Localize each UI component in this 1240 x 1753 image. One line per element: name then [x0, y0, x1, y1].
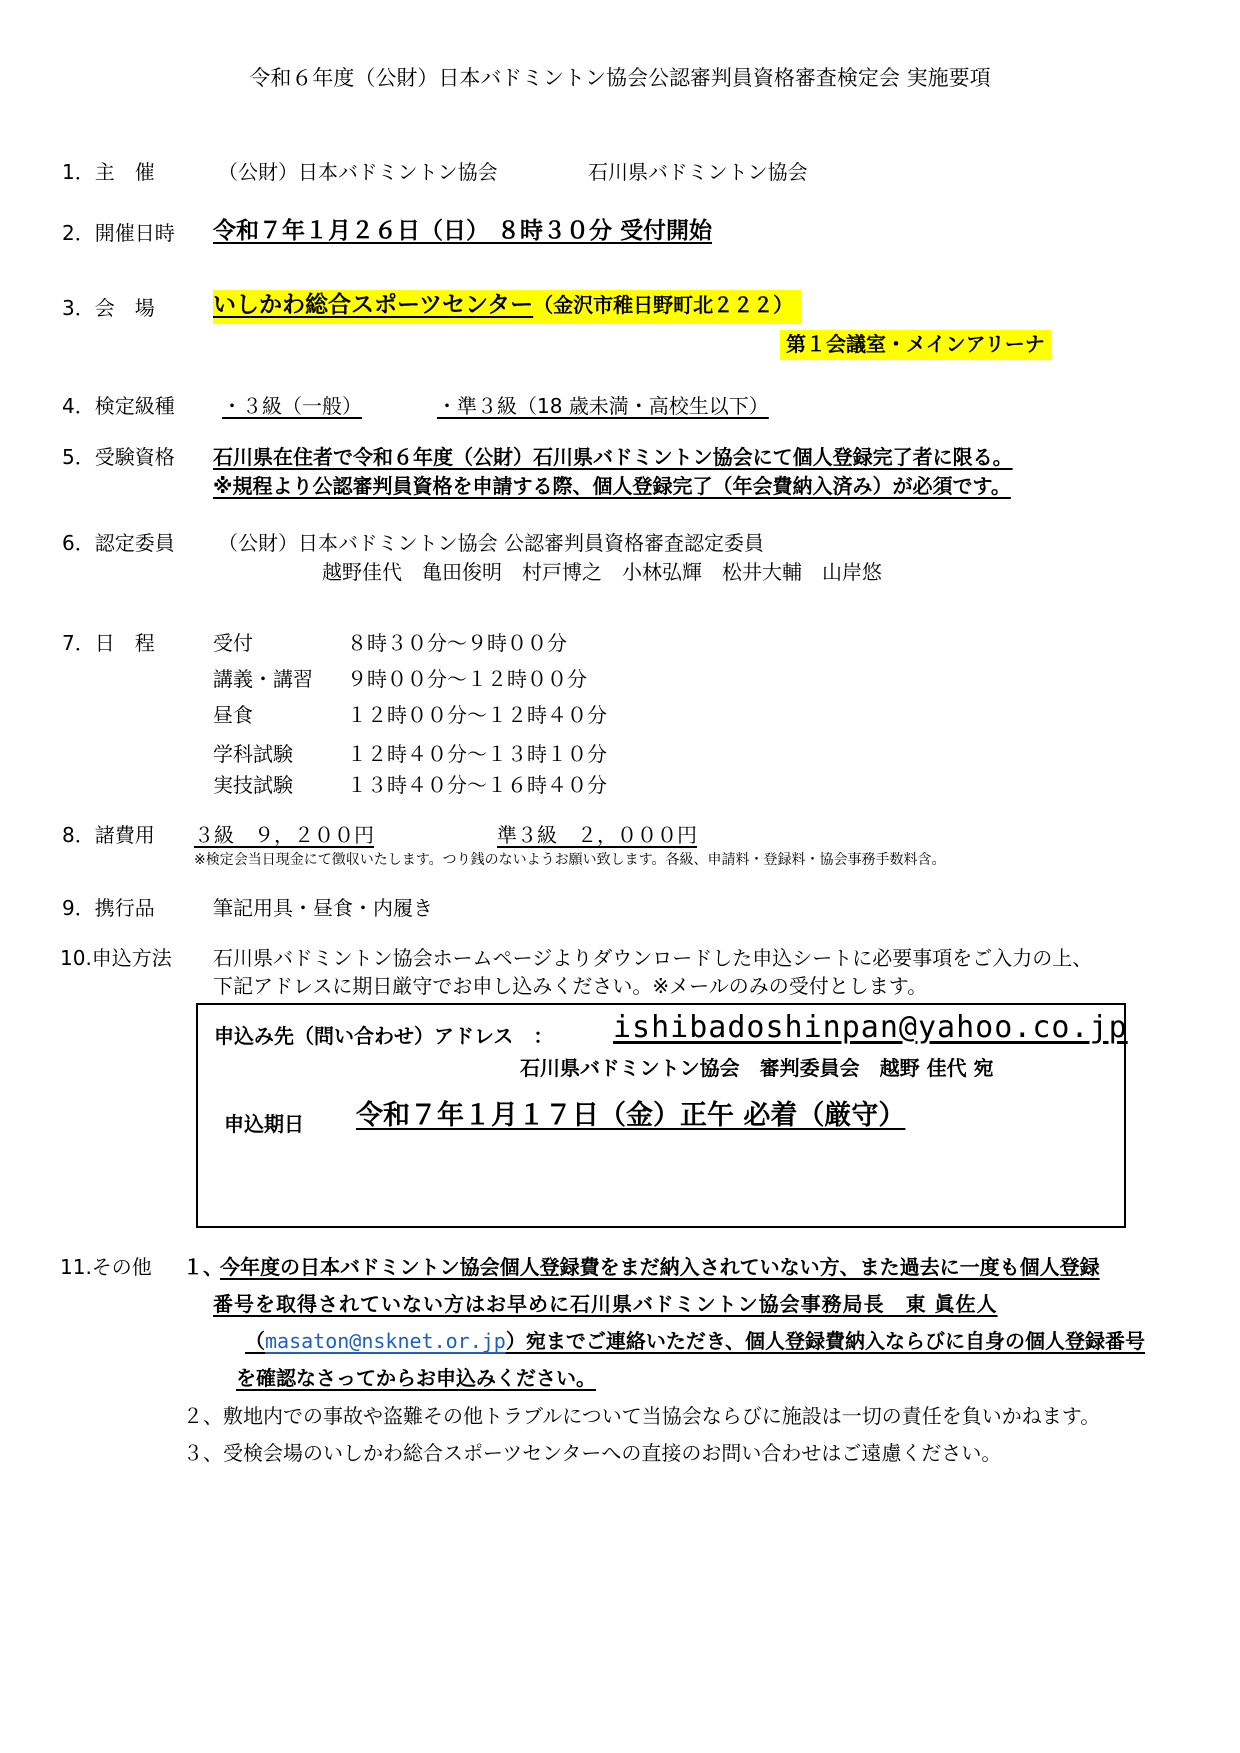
eligibility-line-2: ※規程より公認審判員資格を申請する際、個人登録完了（年会費納入済み）が必須です。 — [213, 474, 1011, 498]
fee-grade-pre-3: 準３級 ２，０００円 — [497, 823, 697, 847]
section-11-label: 11.その他 — [60, 1255, 152, 1279]
note-2: ２、敷地内での事故や盗難その他トラブルについて当協会ならびに施設は一切の責任を負いかねます。 — [183, 1404, 1101, 1428]
section-5-label: 5．受験資格 — [62, 445, 175, 469]
venue-address: （金沢市稚日野町北２２２） — [533, 293, 794, 317]
section-3-label: 3．会 場 — [62, 296, 155, 320]
venue-highlight — [213, 290, 801, 324]
organizer-2: 石川県バドミントン協会 — [588, 160, 808, 184]
schedule-item-name: 昼食 — [213, 703, 253, 727]
venue-name: いしかわ総合スポーツセンター — [213, 292, 534, 318]
note-1-paren-open: （ — [245, 1329, 265, 1353]
event-datetime: 令和７年１月２６日（日） ８時３０分 受付開始 — [213, 218, 713, 244]
grade-pre-3: ・準３級（18 歳未満・高校生以下） — [437, 394, 769, 418]
schedule-item-time: １３時４０分～１６時４０分 — [347, 773, 607, 797]
items-to-bring: 筆記用具・昼食・内履き — [213, 896, 433, 920]
section-10-label: 10.申込方法 — [60, 946, 172, 970]
schedule-item-time: １２時００分～１２時４０分 — [347, 703, 607, 727]
section-8-label: 8．諸費用 — [62, 823, 155, 847]
page-title: 令和６年度（公財）日本バドミントン協会公認審判員資格審査検定会 実施要項 — [249, 66, 991, 90]
committee-org: （公財）日本バドミントン協会 公認審判員資格審査認定委員 — [218, 531, 764, 555]
eligibility-line-1: 石川県在住者で令和６年度（公財）石川県バドミントン協会にて個人登録完了者に限る。 — [213, 445, 1013, 469]
application-recipient: 石川県バドミントン協会 審判委員会 越野 佳代 宛 — [520, 1056, 994, 1080]
application-email[interactable]: ishibadoshinpan@yahoo.co.jp — [613, 1010, 1128, 1045]
section-6-label: 6．認定委員 — [62, 531, 175, 555]
section-7-label: 7．日 程 — [62, 631, 155, 655]
schedule-item-name: 学科試験 — [213, 742, 293, 766]
section-1-label: 1．主 催 — [62, 160, 155, 184]
schedule-item-time: １２時４０分～１３時１０分 — [347, 742, 607, 766]
schedule-item-name: 講義・講習 — [213, 667, 313, 691]
section-2-label: 2．開催日時 — [62, 221, 175, 245]
application-deadline: 令和７年１月１７日（金）正午 必着（厳守） — [356, 1100, 906, 1131]
schedule-item-name: 実技試験 — [213, 773, 293, 797]
note-1-line-2: 番号を取得されていない方はお早めに石川県バドミントン協会事務局長 東 眞佐人 — [213, 1292, 998, 1316]
deadline-label: 申込期日 — [224, 1112, 304, 1136]
schedule-item-time: ９時００分～１２時００分 — [347, 667, 587, 691]
committee-members: 越野佳代 亀田俊明 村戸博之 小林弘輝 松井大輔 山岸悠 — [322, 560, 882, 584]
contact-email-link[interactable]: masaton@nsknet.or.jp — [265, 1329, 506, 1353]
venue-room: 第１会議室・メインアリーナ — [780, 330, 1051, 360]
note-1-line-4: を確認なさってからお申込みください。 — [236, 1366, 596, 1390]
note-1-line-3 — [245, 1329, 1145, 1353]
fee-grade-3: ３級 ９，２００円 — [194, 823, 374, 847]
note-1-line-3-rest: ）宛までご連絡いただき、個人登録費納入ならびに自身の個人登録番号 — [505, 1329, 1146, 1353]
section-4-label: 4．検定級種 — [62, 394, 175, 418]
note-3: ３、受検会場のいしかわ総合スポーツセンターへの直接のお問い合わせはご遠慮ください。 — [183, 1441, 1002, 1465]
schedule-item-time: ８時３０分～９時００分 — [347, 631, 567, 655]
application-line-2: 下記アドレスに期日厳守でお申し込みください。※メールのみの受付とします。 — [213, 974, 928, 998]
note-1-line-1: 今年度の日本バドミントン協会個人登録費をまだ納入されていない方、また過去に一度も個人登録 — [220, 1255, 1100, 1279]
organizer-1: （公財）日本バドミントン協会 — [218, 160, 498, 184]
note-1-prefix: １、 — [183, 1255, 223, 1279]
fee-note: ※検定会当日現金にて徴収いたします。つり銭のないようお願い致します。各級、申請料・登録料・協会事務手数料含。 — [194, 852, 946, 868]
section-9-label: 9．携行品 — [62, 896, 155, 920]
schedule-item-name: 受付 — [213, 631, 253, 655]
address-label: 申込み先（問い合わせ）アドレス ： — [214, 1024, 554, 1048]
application-line-1: 石川県バドミントン協会ホームページよりダウンロードした申込シートに必要事項をご入力の上、 — [213, 946, 1093, 970]
grade-3: ・３級（一般） — [222, 394, 362, 418]
